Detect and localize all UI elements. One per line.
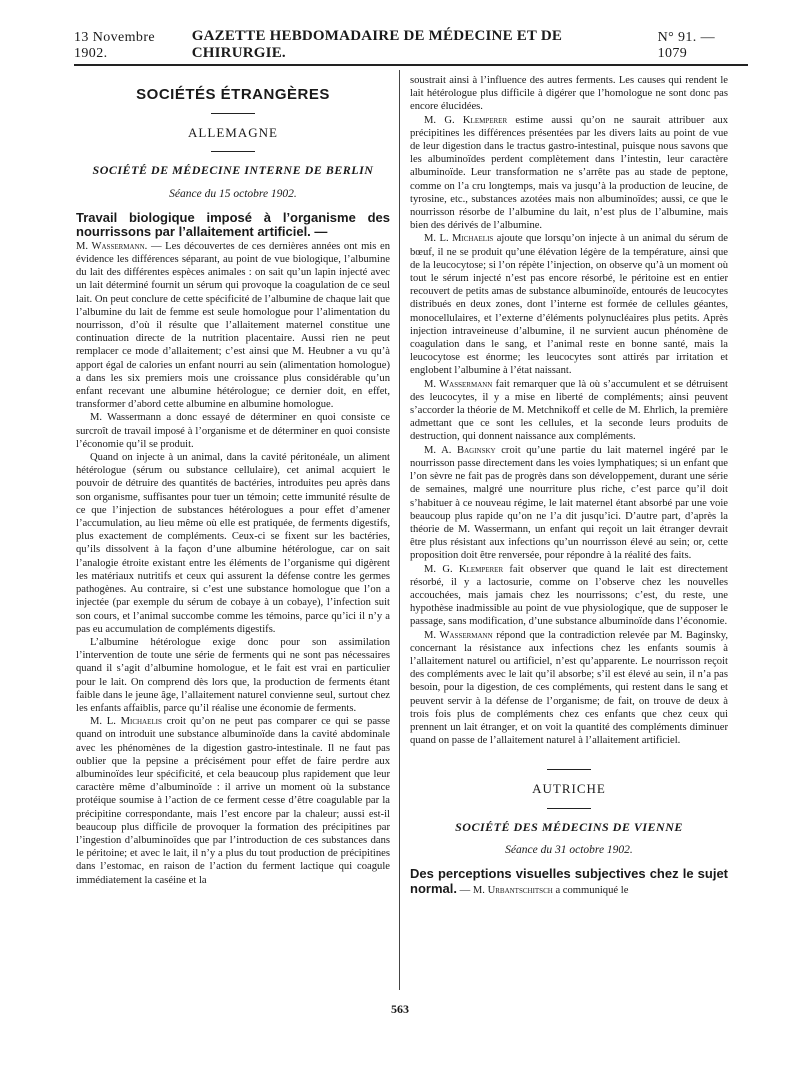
paragraph: M. Wassermann. — Les découvertes de ces dernières années ont mis en évidence les différences séparant, au point de vue biologique, l’albumine du lait des différentes espèces animales : on sait qu’un lapin injecté avec un lait déterminé fournit un sérum qui provoque la coagulation de ce seul lait. On peut conclure de cette spécificité de l’albumine de chaque lait que l’albumine du lait de femme est seule homologue pour l’alimentation du nourrisson, d’où il résulte que l’allaitement maternel constitue une continuation directe de la nutrition placentaire. Aussi rien ne peut remplacer ce mode d’allaitement; c’est ainsi que M. Heubner a vu qu’à apport égal de calories un enfant nourri au sein (alimentation homologue) a dans les six premiers mois une croissance plus considérable qu’un enfant recevant une albumine hétérologue; ce dernier doit, en effet, transformer d’abord cette albumine en albumine homologue. [76, 240, 390, 411]
paragraph: M. L. Michaelis ajoute que lorsqu’on injecte à un animal du sérum de bœuf, il ne se produit qu’une élévation légère de la température, ainsi que de la leucocytose; si l’on répète l’injection, on observe qu’à un moment où tout le sérum injecté n’est pas encore résorbé, le péritoine est en entier recouvert de petits amas de substance albuminoïde, entourés de leucocytes distribués en deux zones, dont l’interne est formée de cellules géantes, monocellulaires, et l’externe d’éléments polynucléaires plus petits. Après injection intraveineuse d’albumine, il ne survient aucun phénomène de coagulation dans le sang, et l’animal reste en bonne santé, mais la leucocytose est énorme; les leucocytes sont attirés par irritation et englobent l’albumine à l’état naissant. [410, 233, 728, 377]
society-heading-berlin: SOCIÉTÉ DE MÉDECINE INTERNE DE BERLIN [92, 163, 374, 178]
country-rule [547, 808, 591, 809]
left-column [76, 74, 390, 887]
seance-date-berlin: Séance du 15 octobre 1902. [169, 187, 297, 200]
speaker-name: M. Urbantschitsch [472, 885, 553, 897]
right-column [410, 74, 728, 897]
article-title-perceptions-visuelles: Des perceptions visuelles subjectives chez le sujet normal. [410, 865, 728, 897]
paragraph: M. Wassermann a donc essayé de déterminer en quoi consiste ce surcroît de travail imposé à l’organisme et de déterminer en quoi consiste l’économie qu’il se produit. [76, 412, 390, 450]
paragraph: L’albumine hétérologue exige donc pour son assimilation l’intervention de toute une série de ferments qui ne sont pas nécessaires quand il s’agit d’albumine homologue, et le fait est vrai en particulier pour le lait. On comprend dès lors que, la production de ferments étant faible dans le jeune âge, l’allaitement naturel convienne seul, surtout chez les enfants affaiblis, parce qu’il réalise une économie de ferments. [76, 636, 390, 714]
speaker-name: M. L. Michaelis [90, 716, 162, 728]
paragraph: M. G. Klemperer estime aussi qu’on ne saurait attribuer aux précipitines les différences présentées par les divers laits au point de vue de leur digestion dans le tractus gastro-intestinal, puisque nous savons que les albuminoïdes perdent complètement dans l’intestin, leur caractère albuminoïde. Leur transformation ne s’arrête pas au stade de peptone, comme on l’a cru longtemps, mais va jusqu’à la production de leucine, de tyrosine, etc., substances azotées mais non albuminoïdes; aussi, ce que le nourrisson résorbe de l’albumine du lait, n’est plus de l’albumine, mais bien des dérivés de l’albumine. [410, 114, 728, 232]
speaker-name: M. G. Klemperer [424, 563, 504, 575]
seance-date-vienne: Séance du 31 octobre 1902. [505, 843, 633, 856]
paragraph: M. Wassermann répond que la contradiction relevée par M. Baginsky, concernant la résistance aux infections chez les enfants soumis à l’allaitement naturel ou artificiel, n’est qu’apparente. Le nourrisson reçoit des compléments avec le lait qu’il absorbe; s’il est élevé au sein, il n’a pas besoin, pour la digestion, de ces compléments, qui restent dans le sang et peuvent servir à la défense de l’organisme; de fait, on trouve de deux à trois fois plus de compléments chez ces enfants que chez ceux qui prennent un lait étranger, et on voit la quantité des compléments diminuer quand on passe de l’allaitement naturel à l’allaitement artificiel. [410, 629, 728, 747]
running-header [74, 28, 748, 62]
speaker-name: M. Wassermann [424, 378, 493, 390]
speaker-name: M. A. Baginsky [424, 444, 496, 456]
header-rule [74, 64, 748, 66]
country-heading-allemagne: ALLEMAGNE [188, 125, 278, 141]
paragraph: M. L. Michaelis croit qu’on ne peut pas comparer ce qui se passe quand on introduit une substance albuminoïde dans la cavité abdominale avec les phénomènes de la digestion gastro-intestinale. Il ne faut pas oublier que la pepsine a précisément pour effet de faire perdre aux albuminoïdes leur spécificité, et cela beaucoup plus rapidement que leur caractère même d’albuminoïde : il arrive un moment où la substance protéique soumise à l’action de ce ferment cesse d’être coagulable par la précipitine correspondante, mais l’est encore par la chaleur; aussi est-il beaucoup plus difficile de provoquer la formation des précipitines par l’ingestion d’albuminoïdes que par l’introduction de ces substances dans le péritoine; et avec le lait, il n’y a plus du tout production de précipitines dans l’estomac, en raison de l’action du ferment lactique qui coagule immédiatement la caséine et la [76, 716, 391, 886]
paragraph: soustrait ainsi à l’influence des autres ferments. Les causes qui rendent le lait hétérologue plus difficile à digérer que l’homologue ne sont donc pas encore élucidées. [410, 75, 728, 113]
speaker-name: M. L. Michaelis [424, 233, 494, 245]
section-title: SOCIÉTÉS ÉTRANGÈRES [136, 86, 330, 103]
paragraph: Des perceptions visuelles subjectives chez le sujet normal. — M. Urbantschitsch a communiqué le [410, 865, 728, 897]
speaker-name: M. G. Klemperer [424, 114, 508, 126]
header-date: 13 Novembre 1902. [74, 30, 155, 61]
paragraph: Quand on injecte à un animal, dans la cavité péritonéale, un aliment hétérologue (sérum ou substance cellulaire), cet animal acquiert le pouvoir de détruire des quantités de bactéries, introduites peu après dans son organisme, suffisantes pour tuer un témoin; cette immunité résulte de ce que l’injection de substances hétérologues a pour effet d’amener l’accumulation, au lieu même où elle est pratiquée, de ferments digestifs, plus exactement de compléments. Ceux-ci se fixent sur les bactéries, qu’ils dissolvent à la façon d’une albumine hétérologue, car on sait l’analogie étroite existant entre les éléments de l’organisme qui digèrent les matériaux nutritifs et ceux qui assurent la défense contre les germes pathogènes. Au contraire, si c’est une substance homologue que l’on a injectée (par exemple du sérum de cobaye à un cobaye), l’infection suit son cours, et l’animal succombe comme les témoins, parce qu’ici il n’y a pas eu accumulation de compléments digestifs. [76, 452, 390, 635]
column-divider [399, 70, 400, 990]
paragraph: M. Wassermann fait remarquer que là où s’accumulent et se détruisent des leucocytes, il y a mise en liberté de compléments; ainsi peuvent s’accorder la théorie de M. Metchnikoff et celle de M. Ehrlich, la première admettant que ce sont les cellules, et la seconde leurs produits de destruction, qui donnent naissance aux compléments. [410, 378, 728, 443]
country-rule [211, 151, 255, 152]
section-rule [211, 113, 255, 114]
header-journal-title: GAZETTE HEBDOMADAIRE DE MÉDECINE ET DE CHIRURGIE. [191, 28, 563, 61]
speaker-name: M. Wassermann. [76, 240, 148, 252]
society-heading-vienne: SOCIÉTÉ DES MÉDECINS DE VIENNE [455, 819, 683, 834]
header-issue: N° 91. — 1079 [657, 30, 715, 61]
speaker-name: M. Wassermann [424, 629, 493, 641]
page-number: 563 [391, 1002, 409, 1016]
country-heading-autriche: AUTRICHE [532, 781, 606, 797]
article-title-travail-biologique: Travail biologique imposé à l’organisme des nourrissons par l’allaitement artificiel. — [76, 209, 390, 240]
section-rule [547, 769, 591, 770]
paragraph: M. A. Baginsky croit qu’une partie du lait maternel ingéré par le nourrisson passe directement dans les voies lymphatiques; si un enfant que l’on sèvre ne fait pas de progrès dans son développement, durant une série de semaines, malgré une nourriture plus riche, c’est parce qu’il doit s’habituer à ce nouveau régime, le lait maternel étant absorbé par une voie beaucoup plus rapide qu’on ne l’a dit jusqu’ici. D’autre part, d’après la théorie de M. Wassermann, un enfant qui reçoit un lait étranger devrait être plus résistant aux infections qu’un nourrisson élevé au sein; or, cette proposition doit être renversée, pour répondre à la réalité des faits. [410, 444, 728, 562]
paragraph: M. G. Klemperer fait observer que quand le lait est directement résorbé, il y a lactosurie, comme on l’observe chez les nouvelles accouchées, mais jamais chez les nourrissons; c’est, du reste, une hypothèse inadmissible au point de vue physiologique, que de supposer le passage, sans modification, d’une substance albuminoïde dans l’économie. [410, 563, 728, 628]
